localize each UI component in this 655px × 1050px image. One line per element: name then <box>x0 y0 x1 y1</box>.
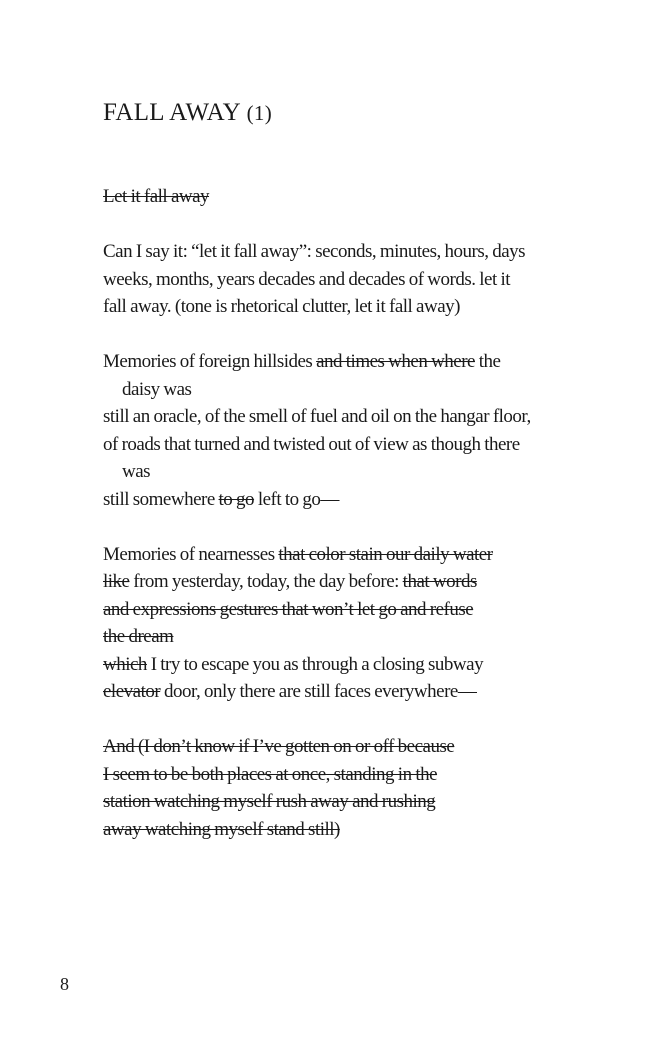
poem-line <box>103 623 603 651</box>
struck-text: that words <box>402 571 477 592</box>
poem-line <box>103 541 603 569</box>
line-text: daisy was <box>122 378 192 400</box>
line-text: of roads that turned and twisted out of view as though there <box>103 433 520 455</box>
poem-line <box>103 816 603 844</box>
struck-text: elevator <box>103 681 161 702</box>
poem-body <box>103 183 603 843</box>
line-text: left to go— <box>254 488 339 510</box>
struck-text: Let it fall away <box>103 186 210 207</box>
stanza-gap <box>103 321 603 349</box>
line-text: still an oracle, of the smell of fuel and oil on the hangar floor, <box>103 406 531 427</box>
struck-text: that color stain our daily water <box>278 543 493 565</box>
struck-text: I seem to be both places at once, standing in the <box>103 763 438 785</box>
poem-title <box>103 99 272 127</box>
poem-line <box>103 238 603 266</box>
line-text: Memories of nearnesses <box>103 543 279 565</box>
struck-text: to go <box>218 488 255 510</box>
poem-line <box>103 788 603 816</box>
line-text: from yesterday, today, the day before: <box>129 571 403 592</box>
struck-text: and expressions gestures that won’t let go and refuse <box>103 598 474 620</box>
poem-line <box>103 431 603 459</box>
struck-text: away watching myself stand still) <box>103 818 340 840</box>
poem-line <box>103 486 603 514</box>
poem-title-number: (1) <box>246 100 273 125</box>
struck-text: station watching myself rush away and rushing <box>103 791 436 812</box>
stanza-gap <box>103 706 603 734</box>
stanza-gap <box>103 211 603 239</box>
line-text: Memories of foreign hillsides <box>103 351 317 372</box>
poem-line <box>103 568 603 596</box>
poem-line <box>103 183 603 211</box>
line-text: weeks, months, years decades and decades of words. let it <box>103 268 511 290</box>
poem-line <box>103 678 603 706</box>
line-text: Can I say it: “let it fall away”: seconds, minutes, hours, days <box>103 241 526 262</box>
poem-line <box>103 376 603 404</box>
page-number: 8 <box>60 974 69 994</box>
poem-line <box>103 403 603 431</box>
line-text: still somewhere <box>103 488 219 510</box>
struck-text: the dream <box>103 626 174 647</box>
struck-text: And (I don’t know if I’ve gotten on or off because <box>103 736 455 757</box>
poem-line <box>103 348 603 376</box>
line-text: I try to escape you as through a closing subway <box>146 653 484 675</box>
poem-line <box>103 651 603 679</box>
struck-text: which <box>103 653 147 675</box>
struck-text: and times when where <box>316 351 475 372</box>
line-text: fall away. (tone is rhetorical clutter, let it fall away) <box>103 296 460 317</box>
line-text: door, only there are still faces everywhere— <box>160 681 477 702</box>
poem-line <box>103 733 603 761</box>
stanza-gap <box>103 513 603 541</box>
line-text: the <box>475 351 501 372</box>
poem-line <box>103 458 603 486</box>
poem-line <box>103 293 603 321</box>
poem-title-text: FALL AWAY <box>103 98 241 126</box>
poem-line <box>103 596 603 624</box>
line-text: was <box>122 461 151 482</box>
poem-line <box>103 761 603 789</box>
struck-text: like <box>103 571 130 592</box>
poem-line <box>103 266 603 294</box>
